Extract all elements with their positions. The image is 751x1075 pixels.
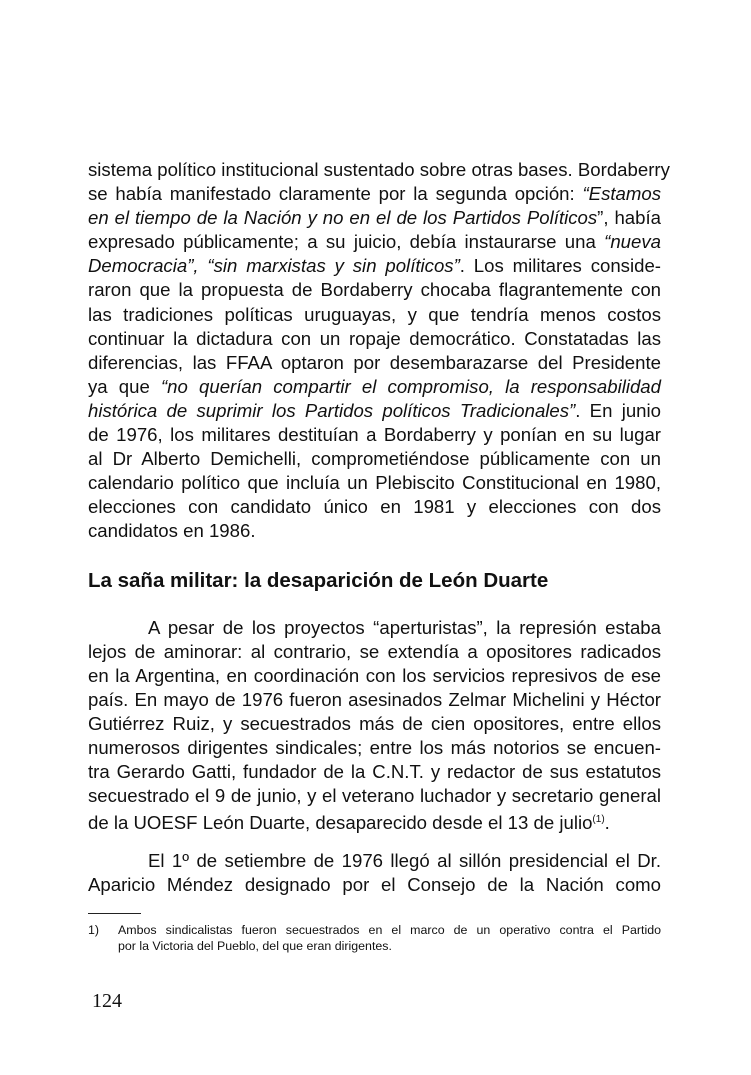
footnote-line: Ambos sindicalistas fueron secuestrados en el marco de un operativo contra el Partido bbox=[118, 923, 661, 937]
footnote-line: por la Victoria del Pueblo, del que eran dirigentes. bbox=[118, 939, 392, 953]
footnote-rule bbox=[88, 913, 141, 914]
paragraph bbox=[88, 158, 670, 544]
text-run: en la Argentina, en coordinación con los servicios represivos de ese bbox=[88, 664, 661, 686]
text-run: sistema político institucional sustentado sobre otras bases. Bordaberry bbox=[88, 159, 670, 180]
text-line bbox=[88, 182, 661, 206]
italic-quote: Democracia”, “sin marxistas y sin políticos” bbox=[88, 255, 460, 277]
footnote-number: 1) bbox=[88, 923, 100, 937]
section-heading: La saña militar: la desaparición de León Duarte bbox=[88, 568, 549, 592]
italic-quote: “nueva bbox=[604, 231, 661, 253]
text-line bbox=[88, 423, 661, 447]
text-run: se había manifestado claramente por la segunda opción: bbox=[88, 183, 583, 205]
paragraph bbox=[88, 616, 661, 833]
text-line bbox=[88, 688, 661, 712]
text-run: las tradiciones políticas uruguayas, y que tendría menos costos bbox=[88, 303, 661, 325]
text-line bbox=[88, 230, 661, 254]
italic-quote: “Estamos bbox=[582, 183, 661, 205]
text-line bbox=[88, 736, 661, 760]
text-run: diferencias, las FFAA optaron por desembarazarse del Presidente bbox=[88, 351, 661, 373]
text-line bbox=[88, 278, 661, 302]
text-run: de la UOESF León Duarte, desaparecido desde el 13 de julio bbox=[88, 812, 593, 834]
paragraph bbox=[88, 849, 661, 897]
text-line bbox=[88, 616, 661, 640]
text-line bbox=[88, 399, 661, 423]
text-run: de 1976, los militares destituían a Bordaberry y ponían en su lugar bbox=[88, 424, 661, 446]
text-run: calendario político que incluía un Plebiscito Constitucional en 1980, bbox=[88, 472, 661, 494]
text-run: Gutiérrez Ruiz, y secuestrados más de cien opositores, entre ellos bbox=[88, 712, 661, 734]
text-line bbox=[88, 303, 661, 327]
text-line bbox=[88, 664, 661, 688]
text-line bbox=[88, 327, 661, 351]
text-run: . bbox=[604, 812, 610, 834]
text-run: continuar la dictadura con un ropaje democrático. Constatadas las bbox=[88, 327, 661, 349]
text-run: ya que bbox=[88, 375, 161, 397]
text-line bbox=[88, 206, 661, 230]
text-line bbox=[88, 784, 661, 808]
text-line bbox=[88, 712, 661, 736]
page-body bbox=[88, 158, 670, 898]
text-line bbox=[88, 760, 661, 784]
text-line bbox=[88, 351, 661, 375]
text-run: candidatos en 1986. bbox=[88, 520, 256, 542]
text-run: numerosos dirigentes sindicales; entre los más notorios se encuen- bbox=[88, 736, 661, 758]
text-run: al Dr Alberto Demichelli, comprometiéndose públicamente con un bbox=[88, 448, 661, 470]
text-run: raron que la propuesta de Bordaberry chocaba flagrantemente con bbox=[88, 279, 661, 301]
text-run: tra Gerardo Gatti, fundador de la C.N.T. y redactor de sus estatutos bbox=[88, 761, 661, 783]
text-line bbox=[88, 495, 661, 519]
text-run: El 1º de setiembre de 1976 llegó al sillón presidencial el Dr. bbox=[148, 850, 661, 872]
text-line bbox=[88, 849, 661, 873]
text-run: . Los militares conside- bbox=[459, 255, 661, 277]
text-line bbox=[88, 640, 661, 664]
paragraph-gap bbox=[88, 832, 661, 849]
footnote-reference: (1) bbox=[592, 814, 605, 826]
text-line bbox=[88, 808, 661, 832]
text-run: expresado públicamente; a su juicio, debía instaurarse una bbox=[88, 231, 605, 253]
italic-quote: “no querían compartir el compromiso, la responsabilidad bbox=[160, 375, 661, 397]
text-line bbox=[88, 873, 661, 897]
text-line bbox=[88, 254, 661, 278]
text-run: elecciones con candidato único en 1981 y elecciones con dos bbox=[88, 496, 661, 518]
text-run: Aparicio Méndez designado por el Consejo de la Nación como bbox=[88, 874, 661, 896]
italic-quote: en el tiempo de la Nación y no en el de los Partidos Políticos bbox=[88, 207, 598, 229]
text-line bbox=[88, 471, 661, 495]
text-run: lejos de aminorar: al contrario, se extendía a opositores radicados bbox=[88, 640, 661, 662]
page-number: 124 bbox=[92, 990, 122, 1012]
footnote-text bbox=[118, 922, 661, 954]
text-run: . En junio bbox=[575, 399, 661, 421]
text-run: país. En mayo de 1976 fueron asesinados Zelmar Michelini y Héctor bbox=[88, 688, 661, 710]
text-run: A pesar de los proyectos “aperturistas”, la represión estaba bbox=[148, 616, 661, 638]
text-line bbox=[88, 519, 661, 543]
footnote bbox=[88, 922, 661, 954]
text-run: ”, había bbox=[597, 207, 661, 229]
text-run: secuestrado el 9 de junio, y el veterano luchador y secretario general bbox=[88, 785, 661, 807]
text-line bbox=[88, 158, 670, 182]
text-line bbox=[88, 375, 661, 399]
text-line bbox=[88, 447, 661, 471]
italic-quote: histórica de suprimir los Partidos políticos Tradicionales” bbox=[88, 399, 576, 421]
